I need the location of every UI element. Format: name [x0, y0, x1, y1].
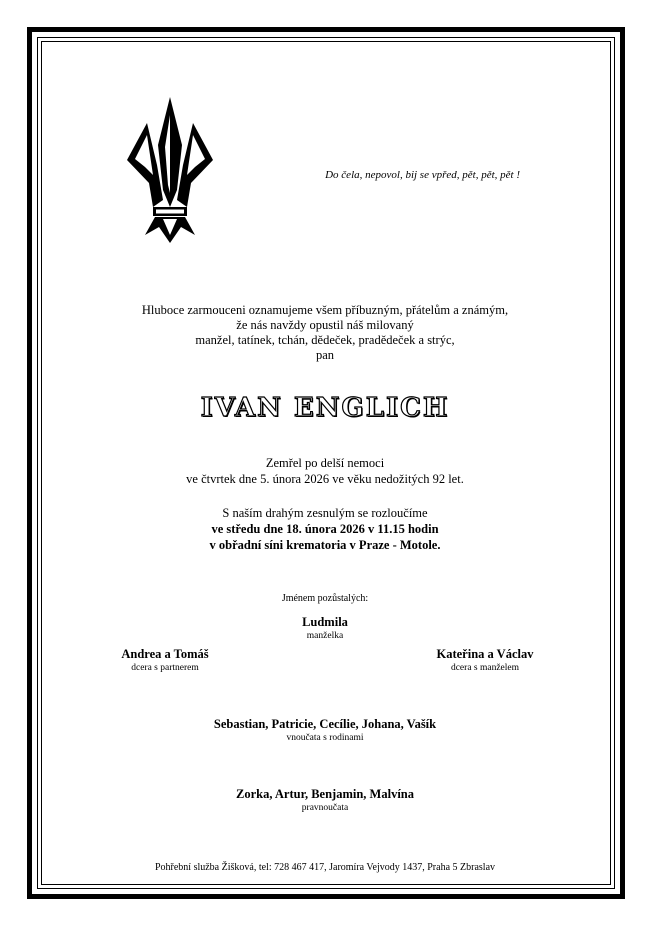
survivor-daughter-2	[405, 646, 565, 675]
survivor-role: vnoučata s rodinami	[286, 733, 364, 743]
survivor-name: Sebastian, Patricie, Cecílie, Johana, Vašík	[213, 717, 437, 731]
survivor-name: Kateřina a Václav	[436, 647, 534, 661]
survivor-role: pravnoučata	[301, 803, 349, 813]
intro-line: pan	[315, 348, 335, 362]
survivor-grandchildren	[125, 716, 525, 745]
funeral-line: S naším drahým zesnulým se rozloučíme	[222, 506, 428, 520]
motto: Do čela, nepovol, bij se vpřed, pět, pět, pět !	[325, 169, 520, 181]
death-info	[60, 455, 590, 487]
intro-line: manžel, tatínek, tchán, dědeček, pradědeček a strýc,	[195, 333, 455, 347]
survivor-name: Ludmila	[302, 615, 348, 629]
death-line: Zemřel po delší nemoci	[265, 456, 385, 470]
survivor-name: Andrea a Tomáš	[121, 647, 209, 661]
funeral-place: v obřadní síni krematoria v Praze - Motole.	[209, 538, 441, 552]
survivors-label: Jménem pozůstalých:	[281, 593, 369, 604]
survivor-wife	[225, 614, 425, 643]
survivor-role: dcera s partnerem	[131, 663, 199, 673]
survivor-daughter-1	[85, 646, 245, 675]
survivor-name: Zorka, Artur, Benjamin, Malvína	[235, 787, 415, 801]
survivor-role: manželka	[306, 631, 344, 641]
funeral-info	[60, 505, 590, 553]
announcement-intro	[60, 303, 590, 363]
funeral-date: ve středu dne 18. února 2026 v 11.15 hodin	[211, 522, 439, 536]
fleur-de-lis-icon	[125, 95, 215, 245]
funeral-service-footer: Pohřební služba Žišková, tel: 728 467 417, Jaromíra Vejvody 1437, Praha 5 Zbraslav	[154, 862, 496, 873]
intro-line: že nás navždy opustil náš milovaný	[236, 318, 414, 332]
survivor-role: dcera s manželem	[450, 663, 520, 673]
death-line: ve čtvrtek dne 5. února 2026 ve věku nedožitých 92 let.	[186, 472, 464, 486]
deceased-name: IVAN ENGLICH	[200, 393, 450, 423]
survivor-great-grandchildren	[150, 786, 500, 815]
intro-line: Hluboce zarmouceni oznamujeme všem příbuzným, přátelům a známým,	[141, 303, 509, 317]
